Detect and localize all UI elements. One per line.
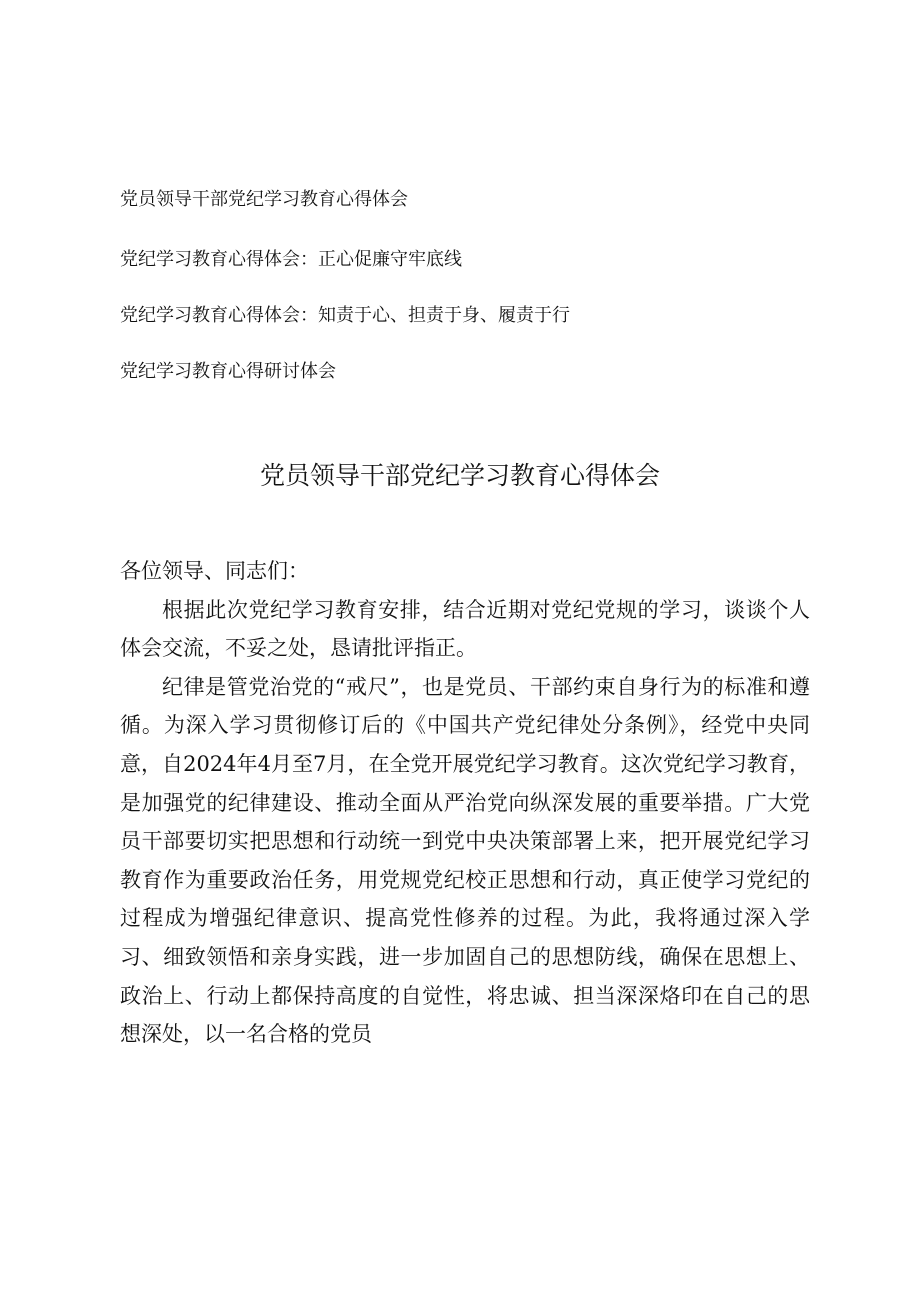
salutation: 各位领导、同志们：: [120, 559, 309, 583]
toc-item-3: 党纪学习教育心得体会：知责于心、担责于身、履责于行: [120, 305, 570, 326]
document-title: 党员领导干部党纪学习教育心得体会: [259, 461, 660, 490]
article-body: [120, 552, 810, 1054]
toc-item-4: 党纪学习教育心得研讨体会: [120, 361, 336, 382]
toc-item-1: 党员领导干部党纪学习教育心得体会: [120, 189, 408, 210]
paragraph-intro: 根据此次党纪学习教育安排，结合近期对党纪党规的学习，谈谈个人体会交流，不妥之处，恳请批评指正。: [120, 597, 810, 661]
paragraph-discipline: 纪律是管党治党的“戒尺”，也是党员、干部约束自身行为的标准和遵循。为深入学习贯彻修订后的《中国共产党纪律处分条例》，经党中央同意，自2024年4月至7月，在全党开展党纪学习教育。这次党纪学习教育，是加强党的纪律建设、推动全面从严治党向纵深发展的重要举措。广大党员干部要切实把思想和行动统一到党中央决策部署上来，把开展党纪学习教育作为重要政治任务，用党规党纪校正思想和行动，真正使学习党纪的过程成为增强纪律意识、提高党性修养的过程。为此，我将通过深入学习、细致领悟和亲身实践，进一步加固自己的思想防线，确保在思想上、政治上、行动上都保持高度的自觉性，将忠诚、担当深深烙印在自己的思想深处，以一名合格的党员: [120, 674, 810, 1047]
toc-item-2: 党纪学习教育心得体会：正心促廉守牢底线: [120, 249, 462, 270]
